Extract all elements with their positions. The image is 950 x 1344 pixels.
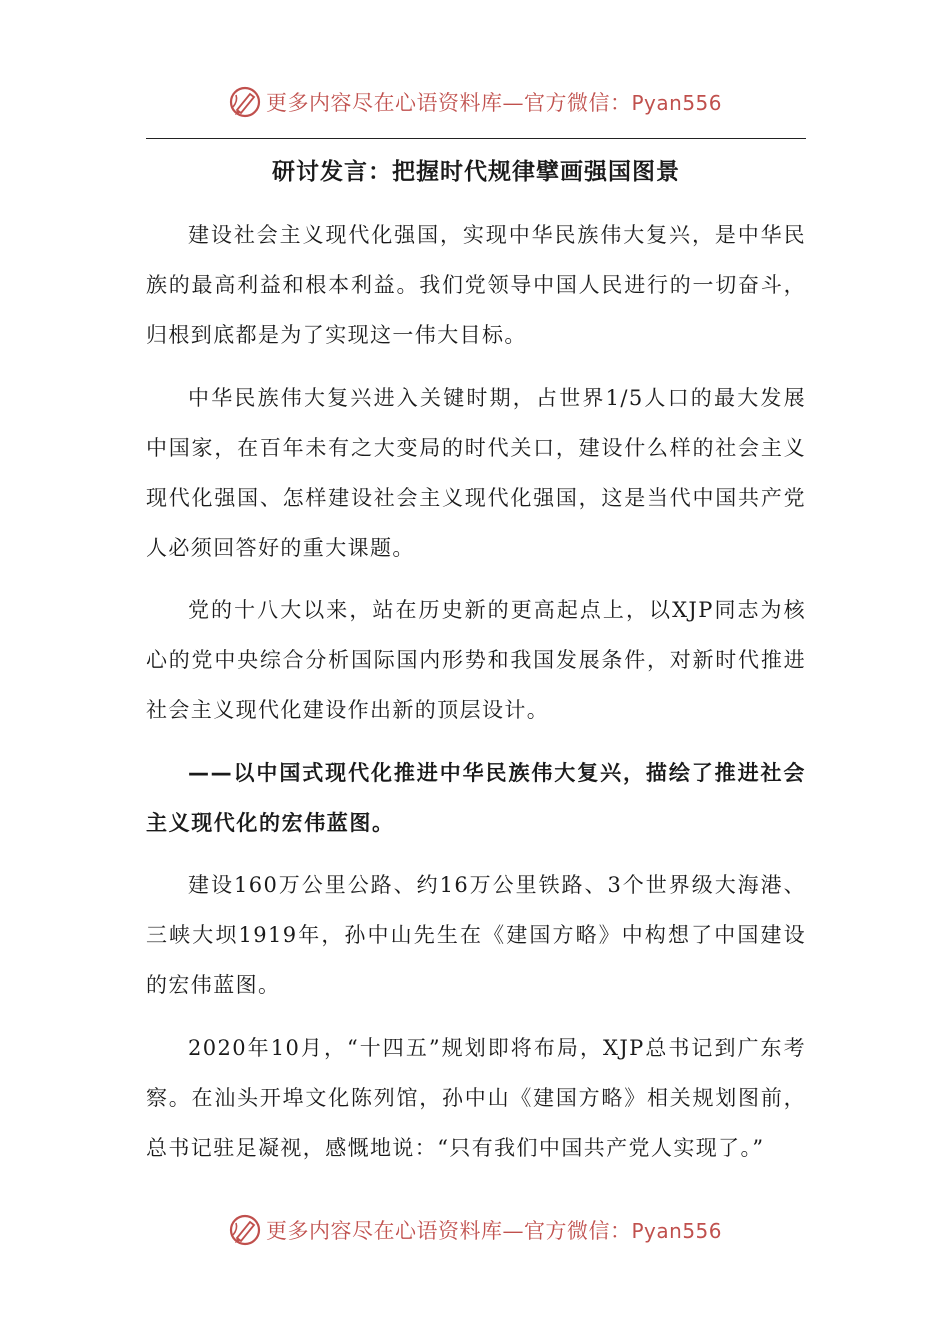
pen-logo-icon <box>228 1213 262 1247</box>
wechat-id: Pyan556 <box>631 1219 722 1243</box>
paragraph: 2020年10月，“十四五”规划即将布局，XJP总书记到广东考察。在汕头开埠文化陈列馆，孙中山《建国方略》相关规划图前，总书记驻足凝视，感慨地说：“只有我们中国共产党人实现了。” <box>146 1035 806 1160</box>
banner-text: 更多内容尽在心语资料库—官方微信：Pyan556 <box>265 1219 722 1243</box>
header-banner <box>0 82 950 122</box>
wechat-id: Pyan556 <box>631 91 722 115</box>
paragraph: 党的十八大以来，站在历史新的更高起点上，以XJP同志为核心的党中央综合分析国际国内形势和我国发展条件，对新时代推进社会主义现代化建设作出新的顶层设计。 <box>146 598 806 722</box>
banner-text: 更多内容尽在心语资料库—官方微信：Pyan556 <box>265 91 722 115</box>
document-body <box>146 210 806 1185</box>
pen-logo-icon <box>228 85 262 119</box>
paragraph: 建设160万公里公路、约16万公里铁路、3个世界级大海港、三峡大坝1919年，孙中山先生在《建国方略》中构想了中国建设的宏伟蓝图。 <box>146 873 806 997</box>
paragraph: 建设社会主义现代化强国，实现中华民族伟大复兴，是中华民族的最高利益和根本利益。我们党领导中国人民进行的一切奋斗，归根到底都是为了实现这一伟大目标。 <box>146 223 806 347</box>
section-heading: ——以中国式现代化推进中华民族伟大复兴，描绘了推进社会主义现代化的宏伟蓝图。 <box>146 760 806 835</box>
document-title: 研讨发言：把握时代规律擘画强国图景 <box>272 159 680 185</box>
footer-banner <box>0 1210 950 1250</box>
header-divider <box>146 138 806 139</box>
paragraph: 中华民族伟大复兴进入关键时期，占世界1/5人口的最大发展中国家，在百年未有之大变局的时代关口，建设什么样的社会主义现代化强国、怎样建设社会主义现代化强国，这是当代中国共产党人必须回答好的重大课题。 <box>146 385 806 560</box>
